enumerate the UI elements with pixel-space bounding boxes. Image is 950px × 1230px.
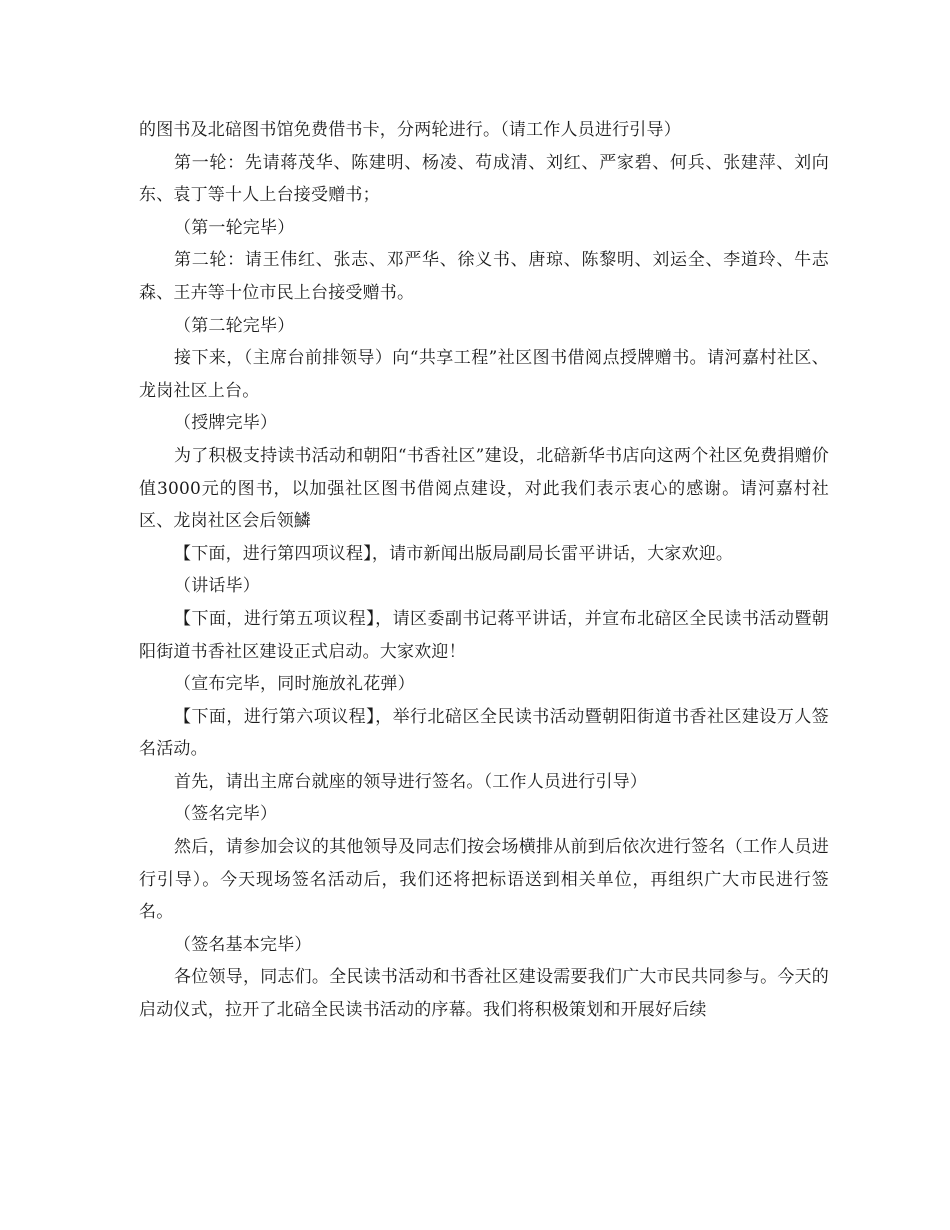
paragraph-plaque-award: 接下来，（主席台前排领导）向“共享工程”社区图书借阅点授牌赠书。请河嘉村社区、龙岗社区上台。	[139, 348, 829, 401]
note-round-two-done: （第二轮完毕）	[174, 315, 295, 336]
paragraph-round-two: 第二轮：请王伟红、张志、邓严华、徐义书、唐琼、陈黎明、刘运全、李道玲、牛志森、王卉等十位市民上台接受赠书。	[139, 250, 829, 303]
document-body	[139, 114, 829, 1027]
note-sign-done: （签名完毕）	[174, 804, 278, 825]
note-announce-done: （宣布完毕，同时施放礼花弹）	[174, 674, 415, 695]
paragraph-agenda-five: 【下面，进行第五项议程】，请区委副书记蒋平讲话，并宣布北碚区全民读书活动暨朝阳街道书香社区建设正式启动。大家欢迎！	[139, 608, 829, 662]
note-sign-mostly-done: （签名基本完毕）	[174, 934, 312, 955]
paragraph-donation-thanks: 为了积极支持读书活动和朝阳“书香社区”建设，北碚新华书店向这两个社区免费捐赠价值3000元的图书，以加强社区图书借阅点建设，对此我们表示衷心的感谢。请河嘉村社区、龙岗社区会后领鱗	[139, 445, 829, 532]
paragraph-continuation: 的图书及北碚图书馆免费借书卡，分两轮进行。（请工作人员进行引导）	[139, 120, 681, 140]
paragraph-agenda-four: 【下面，进行第四项议程】，请市新闻出版局副局长雷平讲话，大家欢迎。	[174, 543, 734, 564]
note-speech-done: （讲话毕）	[174, 576, 260, 597]
note-plaque-done: （授牌完毕）	[174, 413, 278, 434]
paragraph-agenda-six: 【下面，进行第六项议程】，举行北碚区全民读书活动暨朝阳街道书香社区建设万人签名活动。	[139, 706, 829, 760]
paragraph-closing: 各位领导，同志们。全民读书活动和书香社区建设需要我们广大市民共同参与。今天的启动仪式，拉开了北碚全民读书活动的序幕。我们将积极策划和开展好后续	[139, 967, 829, 1021]
paragraph-leaders-sign: 首先，请出主席台就座的领导进行签名。（工作人员进行引导）	[174, 771, 648, 792]
note-round-one-done: （第一轮完毕）	[174, 217, 295, 238]
paragraph-others-sign: 然后，请参加会议的其他领导及同志们按会场横排从前到后依次进行签名（工作人员进行引导）。今天现场签名活动后，我们还将把标语送到相关单位，再组织广大市民进行签名。	[139, 837, 829, 923]
paragraph-round-one: 第一轮：先请蒋茂华、陈建明、杨凌、苟成清、刘红、严家碧、何兵、张建萍、刘向东、袁丁等十人上台接受赠书；	[139, 152, 829, 206]
